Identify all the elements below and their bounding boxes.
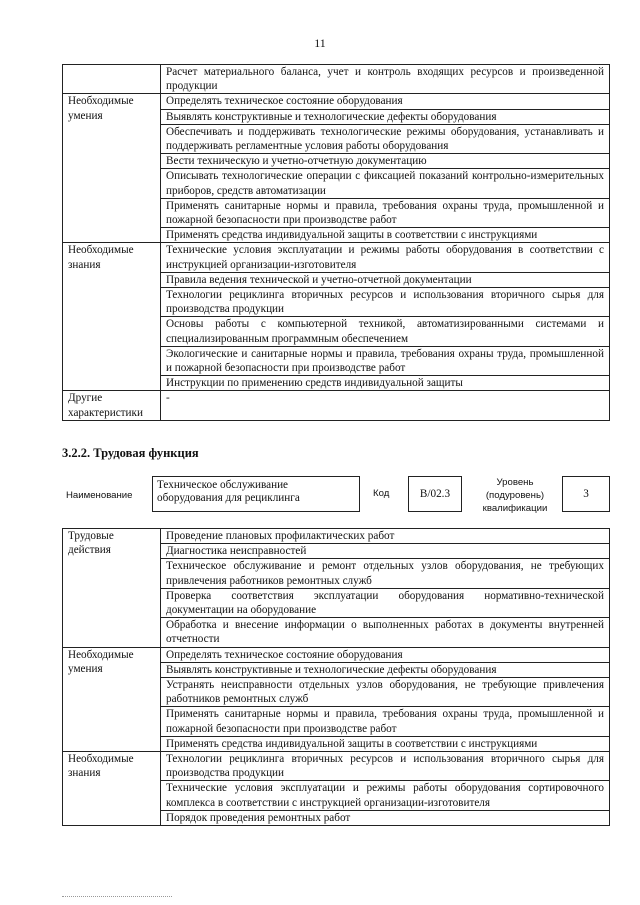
table-row xyxy=(63,94,610,109)
level-value: 3 xyxy=(562,476,610,512)
row-text: Применять санитарные нормы и правила, требования охраны труда, промышленной и пожарной безопасности при производстве работ xyxy=(161,707,610,736)
row-text: Порядок проведения ремонтных работ xyxy=(161,810,610,825)
row-text: Технологии рециклинга вторичных ресурсов и использования вторичного сырья для производства продукции xyxy=(161,288,610,317)
page-number: 11 xyxy=(314,36,326,50)
row-text: Определять техническое состояние оборудования xyxy=(161,94,610,109)
level-label: Уровень (подуровень) квалификации xyxy=(482,477,548,514)
row-text: - xyxy=(161,391,610,420)
row-text: Расчет материального баланса, учет и контроль входящих ресурсов и произведенной продукции xyxy=(161,65,610,94)
row-text: Техническое обслуживание и ремонт отдельных узлов оборудования, не требующих привлечения работников ремонтных служб xyxy=(161,559,610,588)
table-row xyxy=(63,529,610,544)
row-text: Обработка и внесение информации о выполненных работах в документы внутренней отчетности xyxy=(161,618,610,647)
row-text: Вести техническую и учетно-отчетную документацию xyxy=(161,154,610,169)
row-text: Технологии рециклинга вторичных ресурсов и использования вторичного сырья для производства продукции xyxy=(161,752,610,781)
row-label-actions: Трудовые действия xyxy=(63,529,161,648)
row-text: Устранять неисправности отдельных узлов оборудования, не требующие привлечения работников ремонтных служб xyxy=(161,678,610,707)
row-text: Выявлять конструктивные и технологические дефекты оборудования xyxy=(161,662,610,677)
table-row xyxy=(63,647,610,662)
row-text: Проведение плановых профилактических работ xyxy=(161,529,610,544)
row-text: Экологические и санитарные нормы и правила, требования охраны труда, промышленной и пожарной безопасности при производстве работ xyxy=(161,346,610,375)
row-text: Применять средства индивидуальной защиты в соответствии с инструкциями xyxy=(161,736,610,751)
code-label: Код xyxy=(373,488,390,499)
table-row xyxy=(63,243,610,272)
row-text: Проверка соответствия эксплуатации оборудования нормативно-технической документации на оборудование xyxy=(161,588,610,617)
row-text: Применять санитарные нормы и правила, требования охраны труда, промышленной и пожарной безопасности при производстве работ xyxy=(161,198,610,227)
table-row xyxy=(63,752,610,781)
row-text: Технические условия эксплуатации и режимы работы оборудования в соответствии с инструкцией организации-изготовителя xyxy=(161,243,610,272)
table-row xyxy=(63,391,610,420)
row-label-knowledge: Необходимые знания xyxy=(63,243,161,391)
row-text: Основы работы с компьютерной техникой, автоматизированными системами и специализированным программным обеспечением xyxy=(161,317,610,346)
requirements-table-2 xyxy=(62,528,610,826)
row-text: Диагностика неисправностей xyxy=(161,544,610,559)
row-text: Инструкции по применению средств индивидуальной защиты xyxy=(161,376,610,391)
table-row xyxy=(63,65,610,94)
row-text: Правила ведения технической и учетно-отчетной документации xyxy=(161,272,610,287)
name-value: Техническое обслуживание оборудования для рециклинга xyxy=(152,476,360,512)
name-label: Наименование xyxy=(66,490,133,501)
row-label-skills: Необходимые умения xyxy=(63,647,161,751)
row-label-knowledge: Необходимые знания xyxy=(63,752,161,826)
row-label-other: Другие характеристики xyxy=(63,391,161,420)
row-text: Обеспечивать и поддерживать технологические режимы оборудования, устанавливать и поддерживать регламентные условия работы оборудования xyxy=(161,124,610,153)
code-value: B/02.3 xyxy=(408,476,462,512)
row-text: Описывать технологические операции с фиксацией показаний контрольно-измерительных приборов, средств автоматизации xyxy=(161,169,610,198)
row-label-skills: Необходимые умения xyxy=(63,94,161,243)
function-header xyxy=(62,476,610,516)
section-title: 3.2.2. Трудовая функция xyxy=(62,446,199,460)
requirements-table-1 xyxy=(62,64,610,421)
row-text: Выявлять конструктивные и технологические дефекты оборудования xyxy=(161,109,610,124)
row-text: Определять техническое состояние оборудования xyxy=(161,647,610,662)
row-text: Применять средства индивидуальной защиты в соответствии с инструкциями xyxy=(161,228,610,243)
row-text: Технические условия эксплуатации и режимы работы оборудования сортировочного комплекса в соответствии с инструкцией организации-изготовителя xyxy=(161,781,610,810)
footer-divider xyxy=(62,896,172,899)
row-label xyxy=(63,65,161,94)
